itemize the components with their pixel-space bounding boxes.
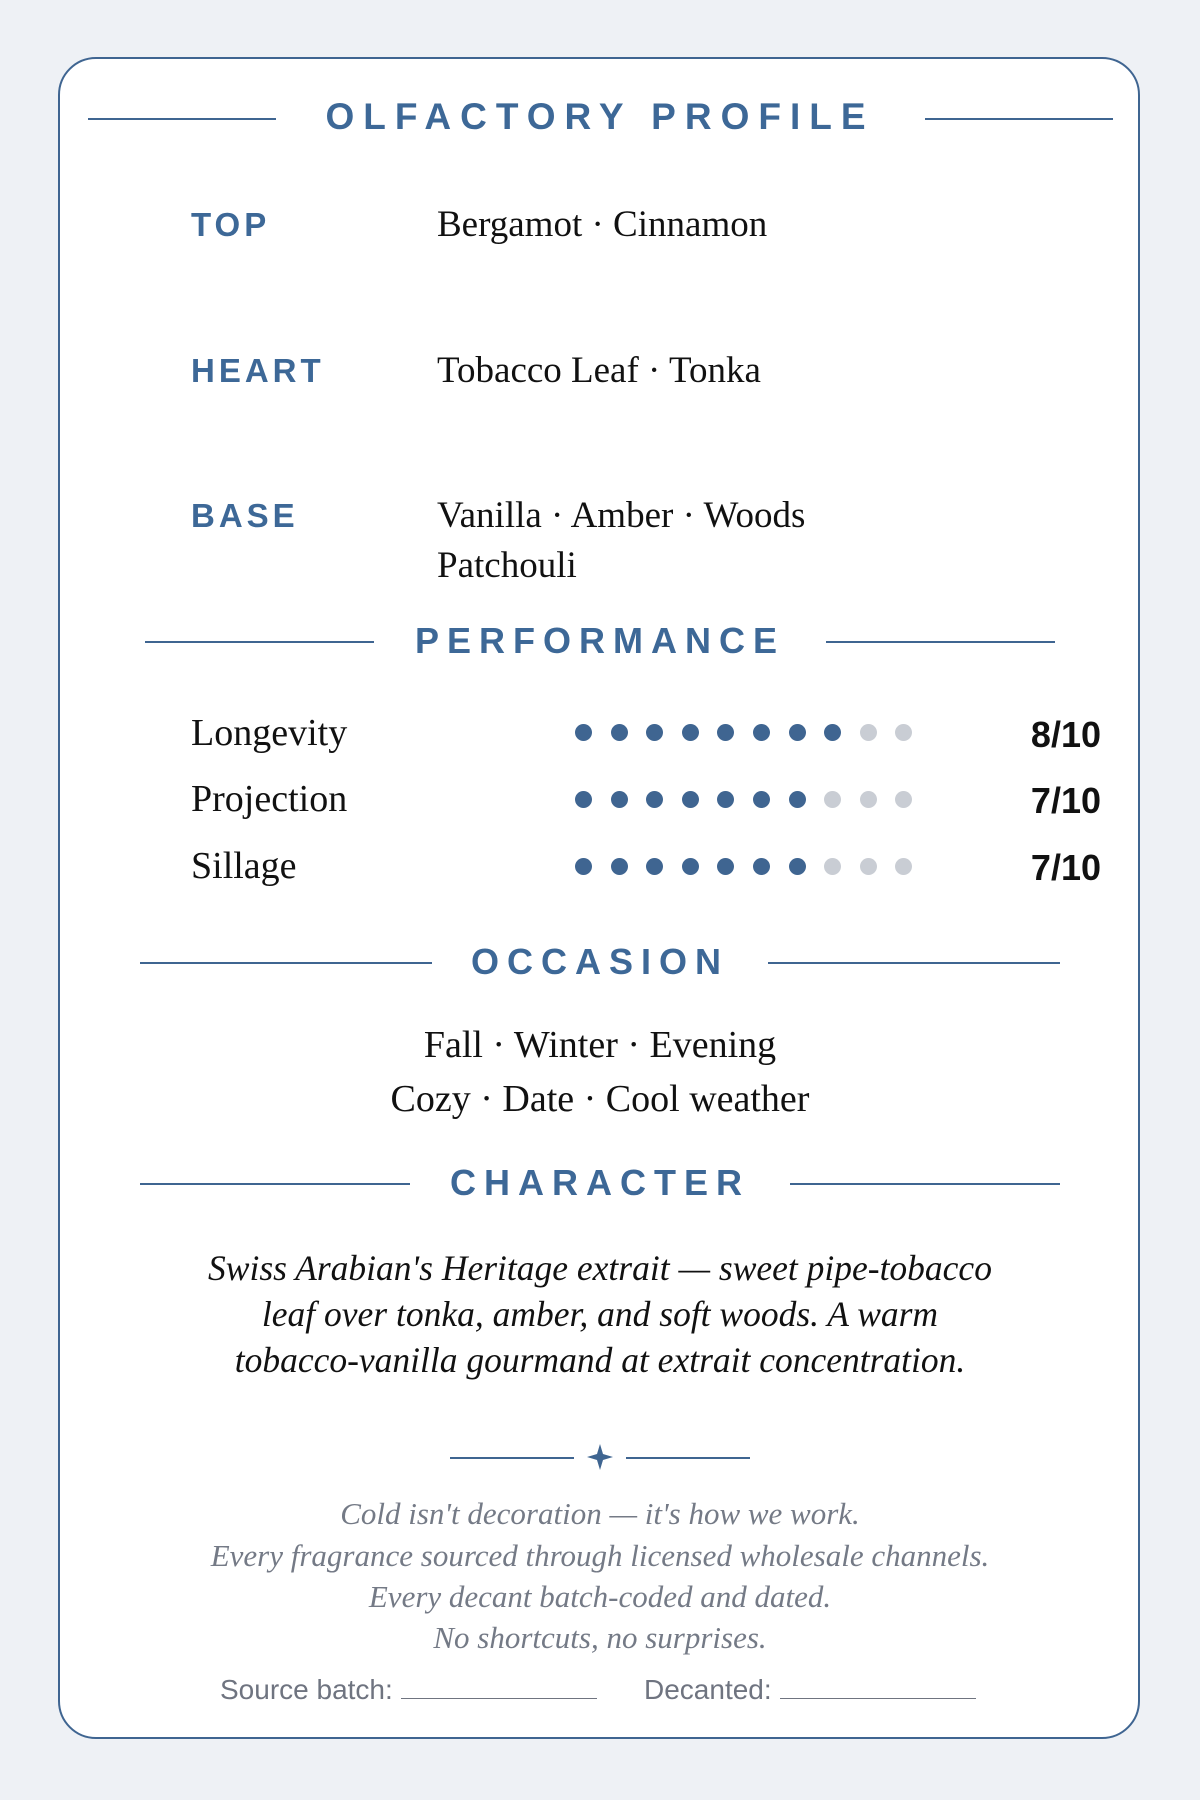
motto-line: Every fragrance sourced through licensed wholesale channels.: [210, 1538, 990, 1573]
rating-dot-filled: [824, 724, 841, 741]
rating-dot-filled: [789, 791, 806, 808]
rating-dot-filled: [611, 791, 628, 808]
rating-dot-empty: [824, 858, 841, 875]
motto-line: No shortcuts, no surprises.: [433, 1620, 767, 1655]
rating-dot-filled: [611, 724, 628, 741]
note-label-heart: HEART: [191, 352, 325, 389]
heading-rule-right: [925, 118, 1113, 120]
rating-dot-filled: [575, 791, 592, 808]
rating-dot-empty: [895, 791, 912, 808]
metric-score-longevity: 8/10: [1030, 714, 1101, 755]
rating-dot-empty: [860, 791, 877, 808]
occasion-heading: OCCASION: [470, 941, 729, 982]
rating-dots-projection: [575, 791, 931, 808]
rating-dot-filled: [646, 858, 663, 875]
rating-dot-filled: [753, 858, 770, 875]
four-point-star-icon: [585, 1442, 615, 1472]
rating-dot-filled: [753, 724, 770, 741]
rating-dot-empty: [895, 724, 912, 741]
character-description: [140, 1245, 1060, 1383]
note-label-base: BASE: [191, 497, 299, 534]
character-line: Swiss Arabian's Heritage extrait — sweet pipe-tobacco: [208, 1248, 992, 1288]
rating-dot-filled: [789, 858, 806, 875]
rating-dot-filled: [575, 858, 592, 875]
source-batch-label: Source batch:: [220, 1674, 393, 1705]
note-value-base: [437, 491, 805, 591]
metric-score-sillage: 7/10: [1030, 847, 1101, 888]
profile-heading: OLFACTORY PROFILE: [325, 96, 875, 137]
ornament-rule-left: [450, 1457, 574, 1459]
motto-line: Every decant batch-coded and dated.: [368, 1579, 832, 1614]
rating-dot-filled: [753, 791, 770, 808]
character-line: leaf over tonka, amber, and soft woods. A warm: [261, 1294, 939, 1334]
decanted-label: Decanted:: [644, 1674, 772, 1705]
note-label-top: TOP: [191, 206, 271, 243]
note-value-top: [437, 200, 767, 250]
heading-rule-right: [826, 641, 1055, 643]
occasion-line: Cozy · Date · Cool weather: [390, 1078, 810, 1120]
rating-dot-empty: [895, 858, 912, 875]
rating-dot-filled: [789, 724, 806, 741]
character-heading: CHARACTER: [450, 1162, 750, 1203]
note-line: Tobacco Leaf · Tonka: [437, 350, 761, 391]
rating-dot-filled: [717, 724, 734, 741]
performance-heading: PERFORMANCE: [414, 620, 785, 661]
rating-dot-filled: [682, 724, 699, 741]
source-batch-field: [220, 1674, 597, 1706]
decanted-field: [644, 1674, 976, 1706]
rating-dots-sillage: [575, 858, 931, 875]
rating-dot-filled: [717, 791, 734, 808]
rating-dots-longevity: [575, 724, 931, 741]
rating-dot-filled: [646, 791, 663, 808]
note-line: Bergamot · Cinnamon: [437, 204, 768, 245]
motto-line: Cold isn't decoration — it's how we work.: [340, 1496, 860, 1531]
source-batch-blank: [401, 1674, 597, 1699]
card: [58, 57, 1140, 1739]
metric-label-projection: Projection: [191, 778, 348, 820]
rating-dot-empty: [860, 858, 877, 875]
rating-dot-filled: [646, 724, 663, 741]
rating-dot-empty: [860, 724, 877, 741]
heading-rule-right: [790, 1183, 1060, 1185]
rating-dot-filled: [611, 858, 628, 875]
ornament-rule-right: [626, 1457, 750, 1459]
decanted-blank: [780, 1674, 976, 1699]
rating-dot-filled: [717, 858, 734, 875]
rating-dot-empty: [824, 791, 841, 808]
metric-label-longevity: Longevity: [191, 712, 348, 754]
metric-score-projection: 7/10: [1030, 780, 1101, 821]
rating-dot-filled: [682, 791, 699, 808]
character-line: tobacco-vanilla gourmand at extrait concentration.: [234, 1340, 966, 1380]
heading-rule-right: [768, 962, 1060, 964]
rating-dot-filled: [575, 724, 592, 741]
note-line: Patchouli: [437, 545, 577, 586]
rating-dot-filled: [682, 858, 699, 875]
note-value-heart: [437, 346, 761, 396]
metric-label-sillage: Sillage: [191, 845, 297, 887]
note-line: Vanilla · Amber · Woods: [437, 495, 806, 536]
occasion-line: Fall · Winter · Evening: [423, 1024, 777, 1066]
